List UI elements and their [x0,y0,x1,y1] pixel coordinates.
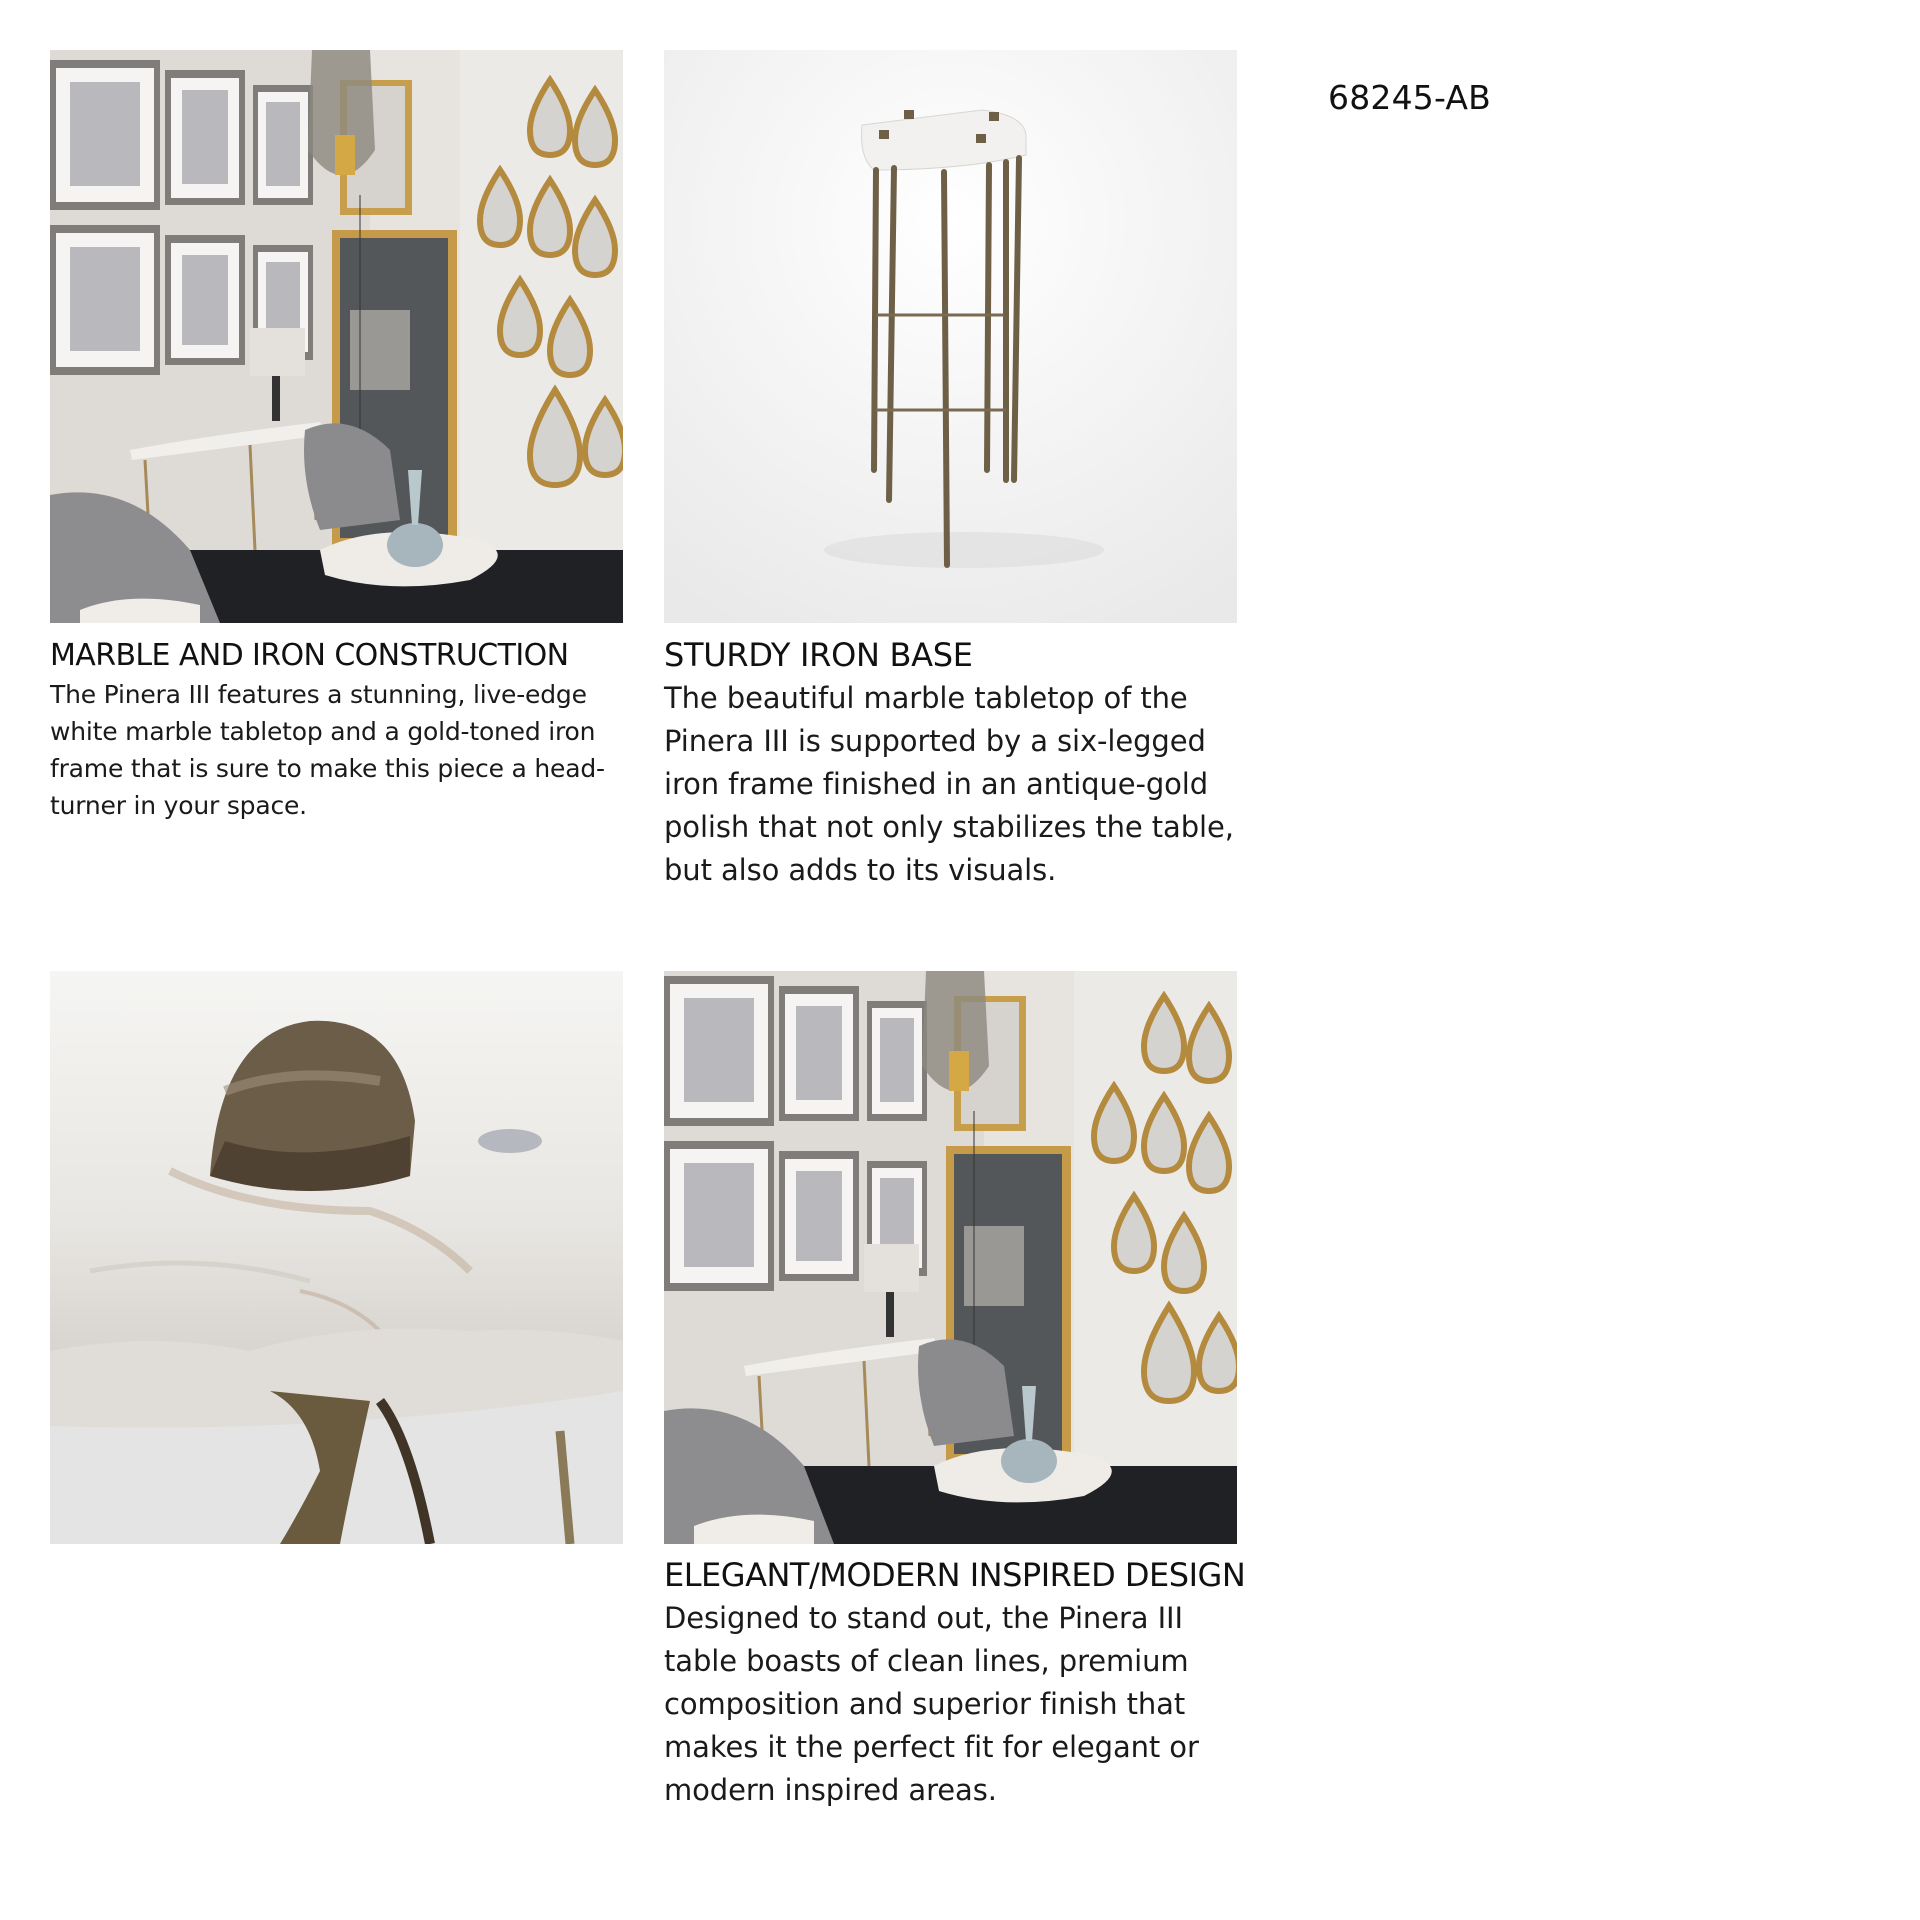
showroom-photo [50,50,623,623]
feature-title: ELEGANT/MODERN INSPIRED DESIGN [664,1556,1246,1594]
feature-description: The Pinera III features a stunning, live-edge white marble tabletop and a gold-toned iron frame that is sure to make this piece a head-turner in your space. [50,680,605,820]
feature-title: MARBLE AND IRON CONSTRUCTION [50,638,569,673]
console-table-side-view [664,50,1237,623]
feature-description: The beautiful marble tabletop of the Pinera III is supported by a six-legged iron frame finished in an antique-gold polish that not only stabilizes the table, but also adds to its visuals. [664,681,1234,887]
feature-title: STURDY IRON BASE [664,636,973,674]
sku-label: 68245-AB [1328,78,1491,117]
marble-tabletop-closeup [50,971,623,1544]
feature-description: Designed to stand out, the Pinera III table boasts of clean lines, premium composition and superior finish that makes it the perfect fit for elegant or modern inspired areas. [664,1601,1199,1807]
showroom-photo [664,971,1237,1544]
